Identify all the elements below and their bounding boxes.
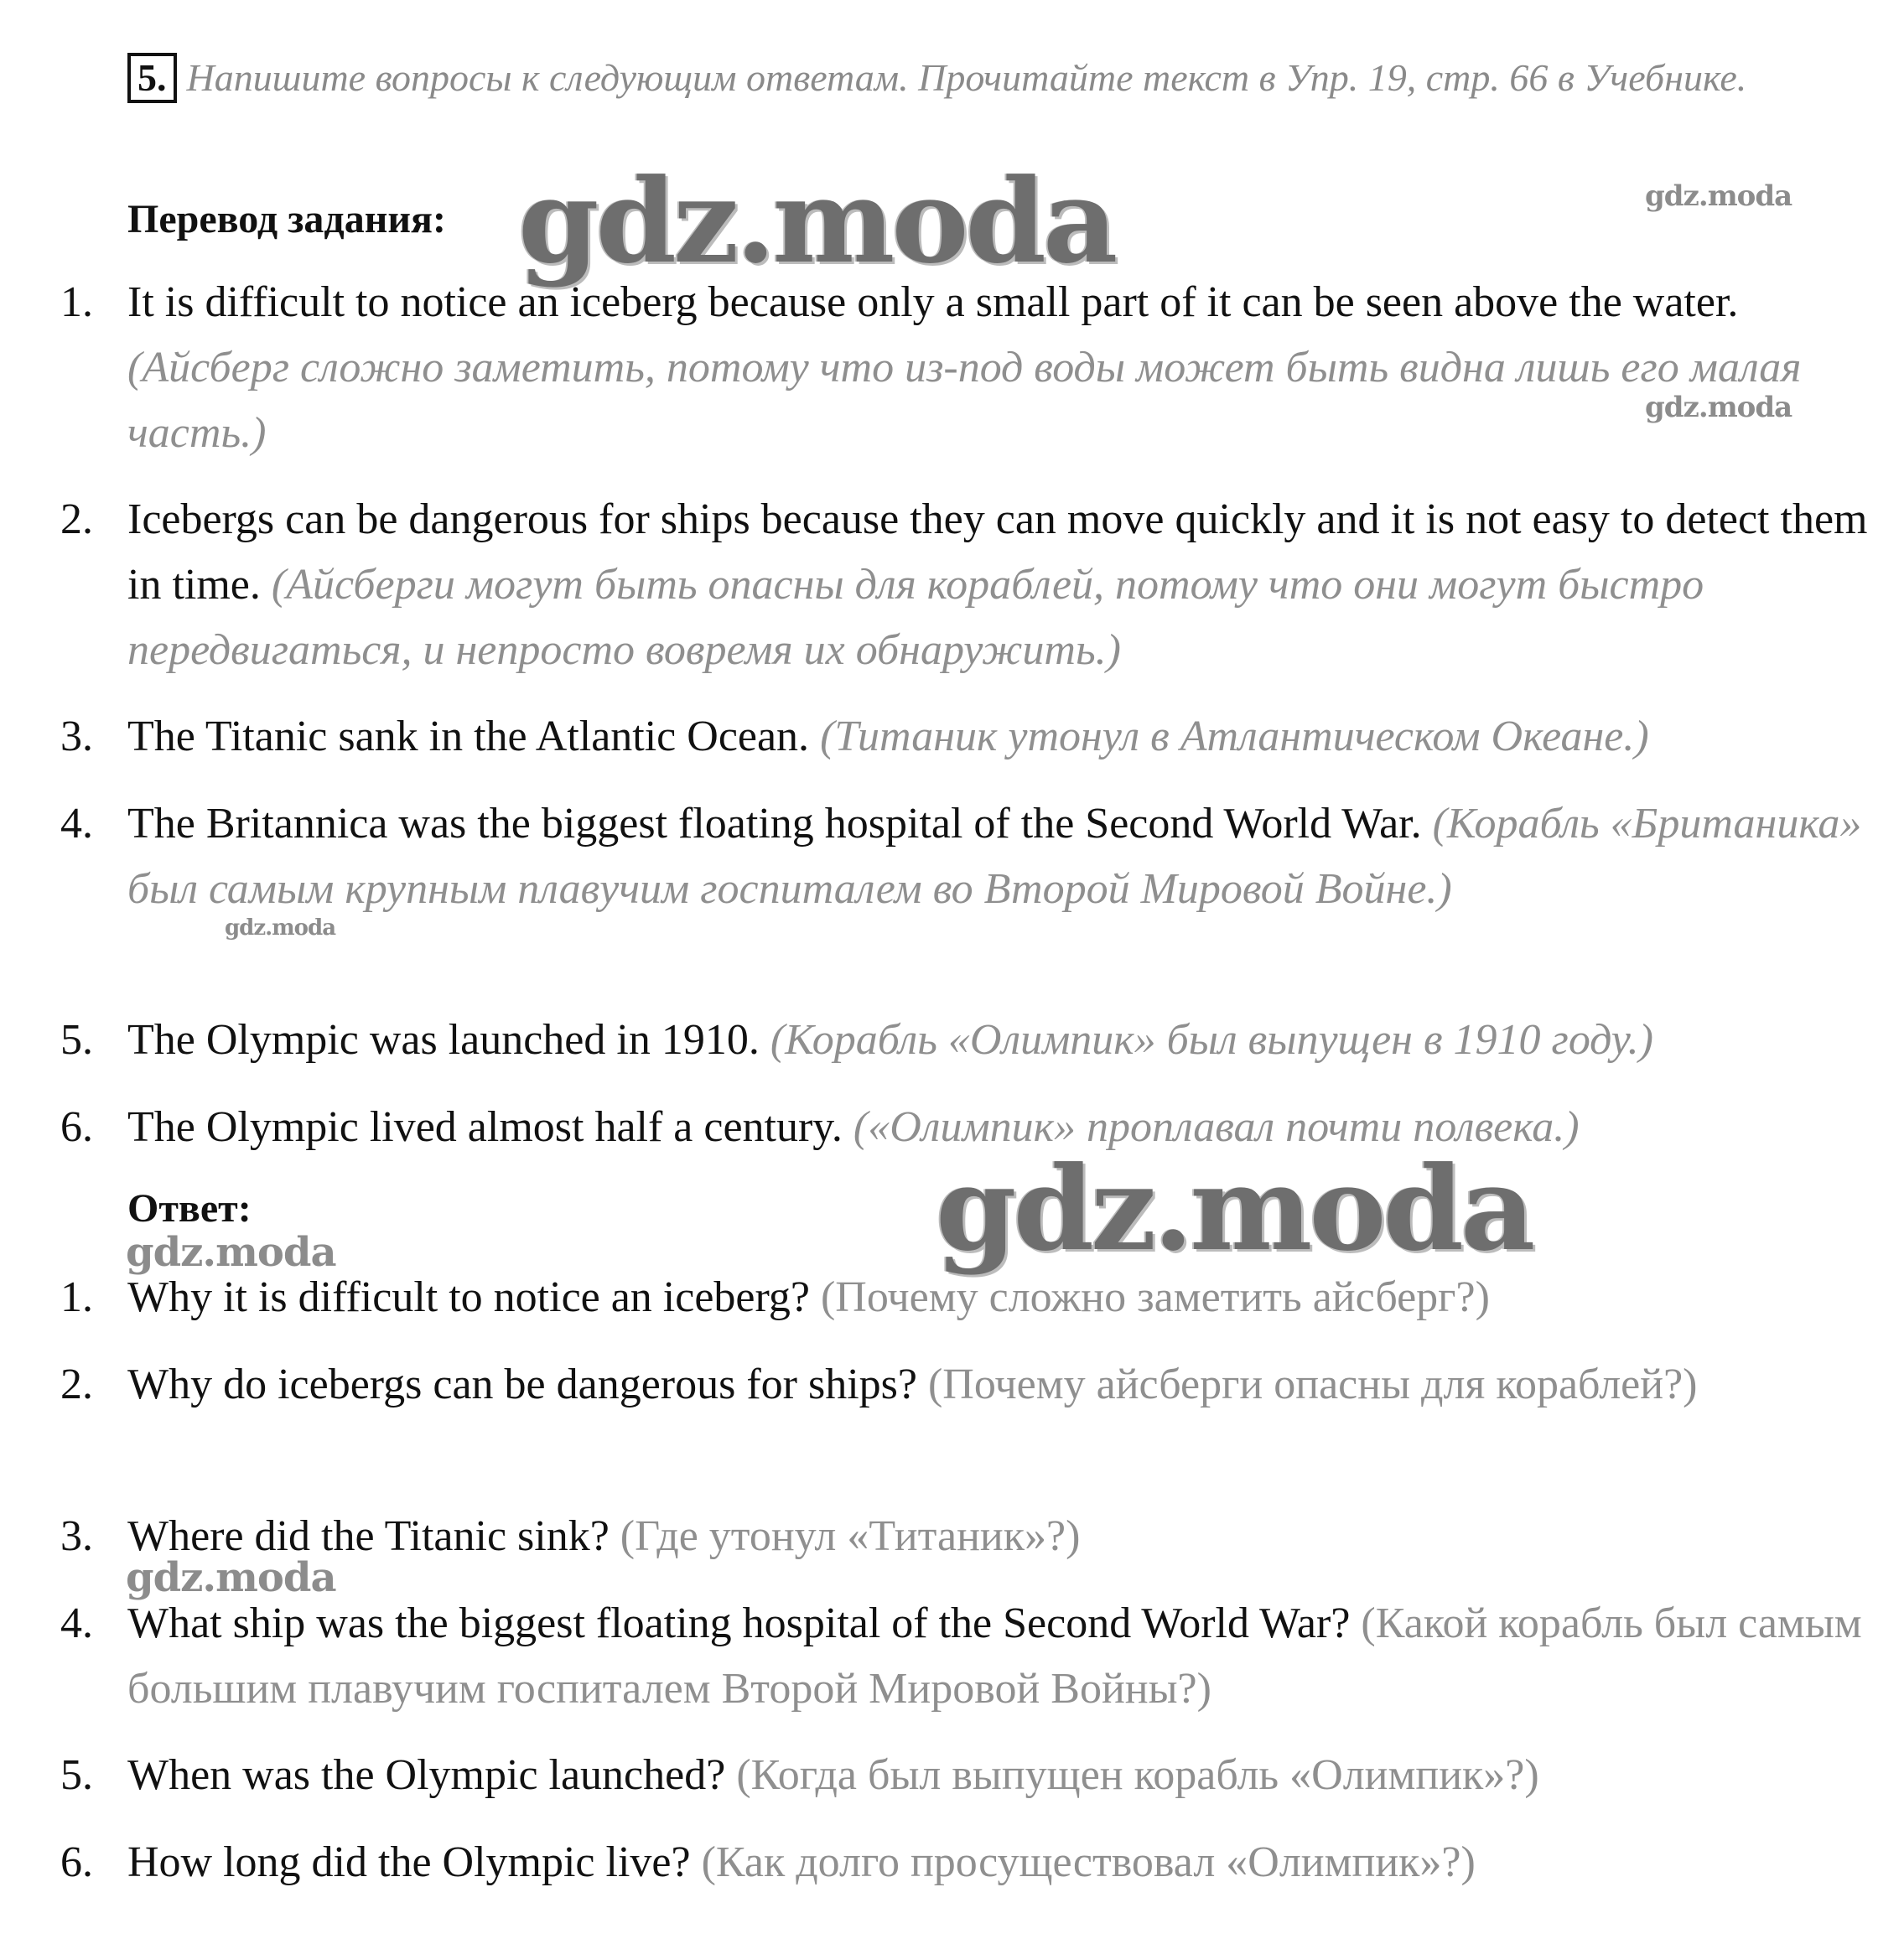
item-english: What ship was the biggest floating hospital of the Second World War? xyxy=(127,1599,1351,1647)
item-english: The Britannica was the biggest floating hospital of the Second World War. xyxy=(127,800,1422,848)
item-english: Why it is difficult to notice an iceberg? xyxy=(127,1273,810,1321)
item-english: How long did the Olympic live? xyxy=(127,1838,691,1886)
item-russian: (Где утонул «Титаник»?) xyxy=(620,1512,1081,1560)
item-russian: (Почему айсберги опасны для кораблей?) xyxy=(927,1361,1698,1408)
item-number: 5. xyxy=(60,1016,93,1064)
answer-heading: Ответ: xyxy=(127,1186,252,1231)
item-text xyxy=(127,487,1875,683)
watermark: gdz.moda xyxy=(126,1554,336,1601)
item-english: When was the Olympic launched? xyxy=(127,1751,726,1799)
item-russian: («Олимпик» проплавал почти полвека.) xyxy=(853,1103,1580,1151)
watermark: gdz.moda xyxy=(936,1140,1533,1277)
item-number: 4. xyxy=(60,1599,93,1647)
item-russian: (Корабль «Олимпик» был выпущен в 1910 году.) xyxy=(770,1016,1653,1064)
watermark: gdz.moda xyxy=(518,153,1115,289)
item-russian: (Почему сложно заметить айсберг?) xyxy=(820,1273,1490,1321)
item-text xyxy=(127,1008,1875,1073)
item-number: 3. xyxy=(60,713,93,760)
item-russian: (Когда был выпущен корабль «Олимпик»?) xyxy=(736,1751,1539,1799)
item-number: 5. xyxy=(60,1751,93,1799)
item-russian: (Титаник утонул в Атлантическом Океане.) xyxy=(820,713,1649,760)
item-text xyxy=(127,791,1875,922)
item-english: Why do icebergs can be dangerous for ships? xyxy=(127,1361,917,1408)
item-number: 1. xyxy=(60,1273,93,1321)
item-text xyxy=(127,1504,1875,1569)
item-number: 6. xyxy=(60,1838,93,1886)
item-text xyxy=(127,1352,1720,1418)
item-english: The Olympic lived almost half a century. xyxy=(127,1103,843,1151)
watermark: gdz.moda xyxy=(126,1229,336,1276)
item-english: The Olympic was launched in 1910. xyxy=(127,1016,760,1064)
item-number: 4. xyxy=(60,800,93,848)
watermark: gdz.moda xyxy=(1645,179,1792,213)
item-english: It is difficult to notice an iceberg because only a small part of it can be seen above the water. xyxy=(127,278,1739,326)
watermark: gdz.moda xyxy=(1645,391,1792,424)
item-russian: (Как долго просуществовал «Олимпик»?) xyxy=(701,1838,1476,1886)
item-russian: (Айсберги могут быть опасны для кораблей, потому что они могут быстро передвигаться, и непросто вовремя их обнаружить.) xyxy=(127,561,1704,674)
item-number: 2. xyxy=(60,495,93,543)
item-number: 1. xyxy=(60,278,93,326)
item-text xyxy=(127,1830,1875,1895)
item-russian: (Корабль «Британика» был самым крупным плавучим госпиталем во Второй Мировой Войне.) xyxy=(127,800,1862,913)
item-text xyxy=(127,1591,1875,1722)
item-english: Icebergs can be dangerous for ships because they can move quickly and it is not easy to detect them in time. xyxy=(127,495,1868,609)
item-number: 3. xyxy=(60,1512,93,1560)
item-text xyxy=(127,270,1875,466)
item-english: Where did the Titanic sink? xyxy=(127,1512,610,1560)
translation-heading: Перевод задания: xyxy=(127,197,446,241)
task-header xyxy=(127,47,1762,109)
task-number: 5. xyxy=(127,53,177,103)
item-russian: (Какой корабль был самым большим плавучим госпиталем Второй Мировой Войны?) xyxy=(127,1599,1862,1713)
item-number: 6. xyxy=(60,1103,93,1151)
item-english: The Titanic sank in the Atlantic Ocean. xyxy=(127,713,810,760)
watermark: gdz.moda xyxy=(225,915,336,941)
item-text xyxy=(127,704,1875,770)
item-russian: (Айсберг сложно заметить, потому что из-под воды может быть видна лишь его малая часть.) xyxy=(127,344,1802,457)
item-number: 2. xyxy=(60,1361,93,1408)
item-text xyxy=(127,1743,1875,1808)
task-instruction: Напишите вопросы к следующим ответам. Прочитайте текст в Упр. 19, стр. 66 в Учебнике. xyxy=(186,56,1747,99)
